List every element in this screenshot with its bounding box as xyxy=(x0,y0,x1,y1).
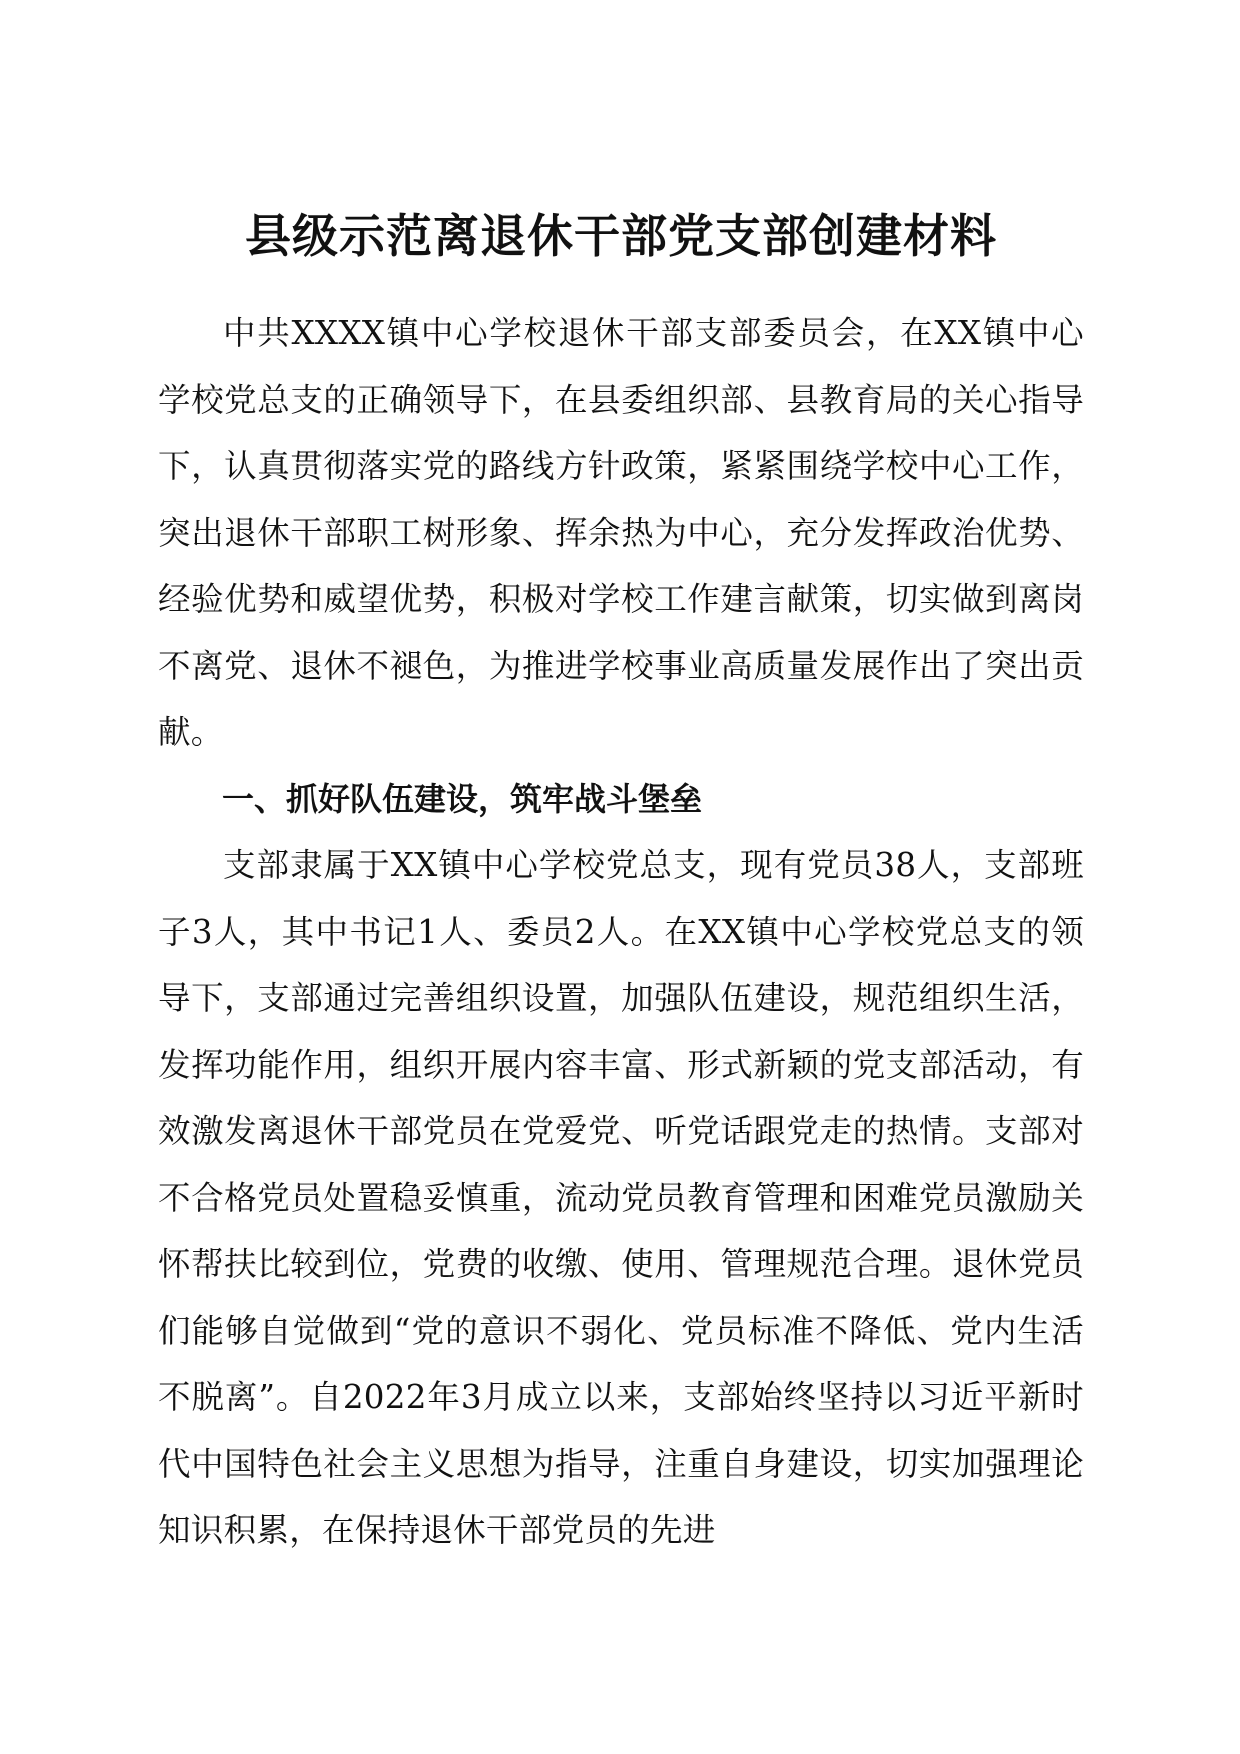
document-page xyxy=(158,208,1084,1564)
intro-paragraph: 中共XXXX镇中心学校退休干部支部委员会，在XX镇中心学校党总支的正确领导下，在县委组织部、县教育局的关心指导下，认真贯彻落实党的路线方针政策，紧紧围绕学校中心工作，突出退休干部职工树形象、挥余热为中心，充分发挥政治优势、经验优势和威望优势，积极对学校工作建言献策，切实做到离岗不离党、退休不褪色，为推进学校事业高质量发展作出了突出贡献。 xyxy=(158,314,1084,751)
document-title: 县级示范离退休干部党支部创建材料 xyxy=(245,209,997,263)
section-heading-1: 一、抓好队伍建设，筑牢战斗堡垒 xyxy=(222,779,703,818)
section-1-paragraph: 支部隶属于XX镇中心学校党总支，现有党员38人，支部班子3人，其中书记1人、委员2人。在XX镇中心学校党总支的领导下，支部通过完善组织设置，加强队伍建设，规范组织生活，发挥功能作用，组织开展内容丰富、形式新颖的党支部活动，有效激发离退休干部党员在党爱党、听党话跟党走的热情。支部对不合格党员处置稳妥慎重，流动党员教育管理和困难党员激励关怀帮扶比较到位，党费的收缴、使用、管理规范合理。退休党员们能够自觉做到“党的意识不弱化、党员标准不降低、党内生活不脱离”。自2022年3月成立以来，支部始终坚持以习近平新时代中国特色社会主义思想为指导，注重自身建设，切实加强理论知识积累，在保持退休干部党员的先进 xyxy=(158,846,1084,1549)
